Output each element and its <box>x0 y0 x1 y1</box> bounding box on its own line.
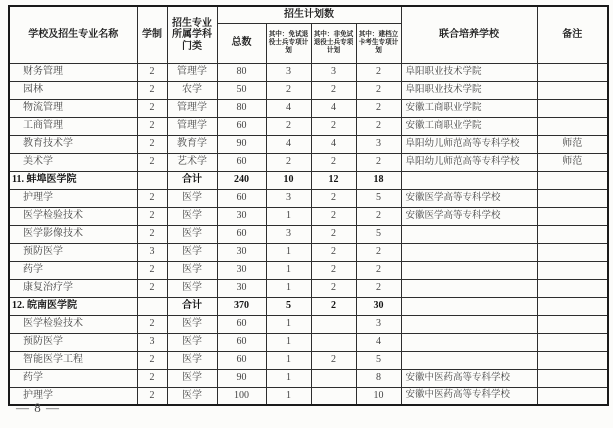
nonexempt-veterans-cell: 2 <box>311 279 356 297</box>
duration-cell: 2 <box>137 117 167 135</box>
nonexempt-veterans-cell: 2 <box>311 207 356 225</box>
remark-cell <box>537 225 608 243</box>
joint-school-cell <box>401 225 537 243</box>
duration-cell: 2 <box>137 135 167 153</box>
total-cell: 60 <box>217 189 266 207</box>
header-exempt-veterans: 其中：免试退役士兵专项计划 <box>266 23 311 63</box>
remark-cell <box>537 387 608 405</box>
table-row <box>9 207 608 225</box>
table-row <box>9 99 608 117</box>
remark-cell <box>537 63 608 81</box>
registered-poor-cell: 2 <box>356 99 401 117</box>
header-nonexempt-veterans: 其中：非免试退役士兵专项计划 <box>311 23 356 63</box>
registered-poor-cell: 3 <box>356 315 401 333</box>
school-or-major-cell: 教育技术学 <box>9 135 137 153</box>
joint-school-cell: 阜阳幼儿师范高等专科学校 <box>401 135 537 153</box>
joint-school-cell <box>401 171 537 189</box>
table-row <box>9 243 608 261</box>
school-or-major-cell: 医学检验技术 <box>9 315 137 333</box>
duration-cell: 2 <box>137 207 167 225</box>
nonexempt-veterans-cell: 12 <box>311 171 356 189</box>
header-discipline: 招生专业所属学科门类 <box>167 6 217 63</box>
school-or-major-cell: 智能医学工程 <box>9 351 137 369</box>
exempt-veterans-cell: 1 <box>266 351 311 369</box>
remark-cell: 师范 <box>537 153 608 171</box>
joint-school-cell: 阜阳职业技术学院 <box>401 81 537 99</box>
exempt-veterans-cell: 1 <box>266 315 311 333</box>
discipline-cell: 医学 <box>167 315 217 333</box>
discipline-cell: 医学 <box>167 261 217 279</box>
nonexempt-veterans-cell: 2 <box>311 243 356 261</box>
remark-cell <box>537 369 608 387</box>
total-cell: 60 <box>217 315 266 333</box>
discipline-cell: 管理学 <box>167 99 217 117</box>
exempt-veterans-cell: 2 <box>266 117 311 135</box>
registered-poor-cell: 2 <box>356 63 401 81</box>
total-cell: 60 <box>217 333 266 351</box>
joint-school-cell <box>401 297 537 315</box>
discipline-cell: 医学 <box>167 243 217 261</box>
duration-cell: 3 <box>137 333 167 351</box>
duration-cell: 2 <box>137 261 167 279</box>
school-or-major-cell: 护理学 <box>9 387 137 405</box>
discipline-cell: 合计 <box>167 171 217 189</box>
table-row <box>9 297 608 315</box>
exempt-veterans-cell: 2 <box>266 81 311 99</box>
joint-school-cell: 安徽医学高等专科学校 <box>401 207 537 225</box>
total-cell: 60 <box>217 225 266 243</box>
exempt-veterans-cell: 1 <box>266 207 311 225</box>
discipline-cell: 管理学 <box>167 117 217 135</box>
discipline-cell: 医学 <box>167 333 217 351</box>
header-duration: 学制 <box>137 6 167 63</box>
exempt-veterans-cell: 5 <box>266 297 311 315</box>
school-or-major-cell: 11. 蚌埠医学院 <box>9 171 137 189</box>
total-cell: 240 <box>217 171 266 189</box>
registered-poor-cell: 4 <box>356 333 401 351</box>
nonexempt-veterans-cell: 2 <box>311 261 356 279</box>
exempt-veterans-cell: 1 <box>266 261 311 279</box>
duration-cell: 2 <box>137 189 167 207</box>
total-cell: 90 <box>217 369 266 387</box>
discipline-cell: 医学 <box>167 225 217 243</box>
discipline-cell: 医学 <box>167 279 217 297</box>
duration-cell: 2 <box>137 99 167 117</box>
header-school: 学校及招生专业名称 <box>9 6 137 63</box>
total-cell: 370 <box>217 297 266 315</box>
registered-poor-cell: 2 <box>356 207 401 225</box>
discipline-cell: 农学 <box>167 81 217 99</box>
total-cell: 30 <box>217 243 266 261</box>
school-or-major-cell: 医学影像技术 <box>9 225 137 243</box>
school-or-major-cell: 预防医学 <box>9 333 137 351</box>
discipline-cell: 医学 <box>167 387 217 405</box>
nonexempt-veterans-cell: 2 <box>311 351 356 369</box>
joint-school-cell: 阜阳幼儿师范高等专科学校 <box>401 153 537 171</box>
discipline-cell: 管理学 <box>167 63 217 81</box>
school-or-major-cell: 园林 <box>9 81 137 99</box>
registered-poor-cell: 5 <box>356 189 401 207</box>
header-row-top <box>9 6 608 23</box>
joint-school-cell: 安徽中医药高等专科学校 <box>401 387 537 405</box>
joint-school-cell <box>401 261 537 279</box>
total-cell: 80 <box>217 63 266 81</box>
remark-cell <box>537 189 608 207</box>
registered-poor-cell: 10 <box>356 387 401 405</box>
nonexempt-veterans-cell: 4 <box>311 99 356 117</box>
table-row <box>9 225 608 243</box>
nonexempt-veterans-cell: 2 <box>311 297 356 315</box>
exempt-veterans-cell: 1 <box>266 243 311 261</box>
duration-cell: 2 <box>137 225 167 243</box>
joint-school-cell: 阜阳职业技术学院 <box>401 63 537 81</box>
total-cell: 30 <box>217 207 266 225</box>
discipline-cell: 医学 <box>167 351 217 369</box>
exempt-veterans-cell: 2 <box>266 153 311 171</box>
nonexempt-veterans-cell: 4 <box>311 135 356 153</box>
school-or-major-cell: 药学 <box>9 369 137 387</box>
registered-poor-cell: 2 <box>356 81 401 99</box>
table-row <box>9 261 608 279</box>
nonexempt-veterans-cell: 2 <box>311 225 356 243</box>
joint-school-cell <box>401 351 537 369</box>
page-number: — 8 — <box>16 400 60 415</box>
joint-school-cell: 安徽医学高等专科学校 <box>401 189 537 207</box>
table-row <box>9 63 608 81</box>
registered-poor-cell: 2 <box>356 243 401 261</box>
exempt-veterans-cell: 4 <box>266 99 311 117</box>
school-or-major-cell: 预防医学 <box>9 243 137 261</box>
school-or-major-cell: 护理学 <box>9 189 137 207</box>
nonexempt-veterans-cell <box>311 369 356 387</box>
school-or-major-cell: 康复治疗学 <box>9 279 137 297</box>
discipline-cell: 医学 <box>167 207 217 225</box>
registered-poor-cell: 2 <box>356 153 401 171</box>
exempt-veterans-cell: 10 <box>266 171 311 189</box>
remark-cell <box>537 315 608 333</box>
nonexempt-veterans-cell <box>311 315 356 333</box>
registered-poor-cell: 8 <box>356 369 401 387</box>
school-or-major-cell: 工商管理 <box>9 117 137 135</box>
exempt-veterans-cell: 1 <box>266 387 311 405</box>
nonexempt-veterans-cell: 2 <box>311 189 356 207</box>
remark-cell <box>537 243 608 261</box>
table-header <box>9 6 608 63</box>
duration-cell: 2 <box>137 81 167 99</box>
table-row <box>9 333 608 351</box>
duration-cell: 2 <box>137 153 167 171</box>
discipline-cell: 医学 <box>167 369 217 387</box>
school-or-major-cell: 物流管理 <box>9 99 137 117</box>
nonexempt-veterans-cell <box>311 387 356 405</box>
nonexempt-veterans-cell: 2 <box>311 81 356 99</box>
total-cell: 60 <box>217 117 266 135</box>
duration-cell: 2 <box>137 279 167 297</box>
total-cell: 50 <box>217 81 266 99</box>
table-row <box>9 279 608 297</box>
duration-cell: 2 <box>137 63 167 81</box>
remark-cell <box>537 117 608 135</box>
table-row <box>9 315 608 333</box>
table-row <box>9 81 608 99</box>
table-row <box>9 117 608 135</box>
joint-school-cell <box>401 315 537 333</box>
table-row <box>9 153 608 171</box>
discipline-cell: 医学 <box>167 189 217 207</box>
registered-poor-cell: 2 <box>356 279 401 297</box>
discipline-cell: 教育学 <box>167 135 217 153</box>
school-or-major-cell: 美术学 <box>9 153 137 171</box>
nonexempt-veterans-cell: 2 <box>311 153 356 171</box>
joint-school-cell <box>401 279 537 297</box>
table-row <box>9 351 608 369</box>
joint-school-cell: 安徽工商职业学院 <box>401 99 537 117</box>
remark-cell <box>537 171 608 189</box>
total-cell: 30 <box>217 279 266 297</box>
table-row <box>9 171 608 189</box>
total-cell: 30 <box>217 261 266 279</box>
admission-plan-table <box>8 5 609 406</box>
header-remark: 备注 <box>537 6 608 63</box>
duration-cell <box>137 171 167 189</box>
nonexempt-veterans-cell: 3 <box>311 63 356 81</box>
remark-cell <box>537 81 608 99</box>
exempt-veterans-cell: 1 <box>266 369 311 387</box>
registered-poor-cell: 2 <box>356 117 401 135</box>
exempt-veterans-cell: 3 <box>266 63 311 81</box>
exempt-veterans-cell: 3 <box>266 189 311 207</box>
nonexempt-veterans-cell: 2 <box>311 117 356 135</box>
discipline-cell: 合计 <box>167 297 217 315</box>
duration-cell: 3 <box>137 243 167 261</box>
header-total: 总数 <box>217 23 266 63</box>
remark-cell <box>537 297 608 315</box>
duration-cell: 2 <box>137 315 167 333</box>
school-or-major-cell: 12. 皖南医学院 <box>9 297 137 315</box>
remark-cell: 师范 <box>537 135 608 153</box>
remark-cell <box>537 261 608 279</box>
registered-poor-cell: 2 <box>356 261 401 279</box>
header-registered-poor: 其中：建档立卡考生专项计划 <box>356 23 401 63</box>
total-cell: 100 <box>217 387 266 405</box>
exempt-veterans-cell: 1 <box>266 279 311 297</box>
nonexempt-veterans-cell <box>311 333 356 351</box>
exempt-veterans-cell: 4 <box>266 135 311 153</box>
total-cell: 80 <box>217 99 266 117</box>
duration-cell: 2 <box>137 351 167 369</box>
school-or-major-cell: 医学检验技术 <box>9 207 137 225</box>
joint-school-cell: 安徽工商职业学院 <box>401 117 537 135</box>
remark-cell <box>537 99 608 117</box>
total-cell: 60 <box>217 351 266 369</box>
total-cell: 60 <box>217 153 266 171</box>
registered-poor-cell: 5 <box>356 351 401 369</box>
remark-cell <box>537 279 608 297</box>
registered-poor-cell: 5 <box>356 225 401 243</box>
header-plan-group: 招生计划数 <box>217 6 401 23</box>
duration-cell: 2 <box>137 369 167 387</box>
school-or-major-cell: 财务管理 <box>9 63 137 81</box>
joint-school-cell <box>401 243 537 261</box>
registered-poor-cell: 30 <box>356 297 401 315</box>
exempt-veterans-cell: 3 <box>266 225 311 243</box>
registered-poor-cell: 18 <box>356 171 401 189</box>
table-row <box>9 387 608 405</box>
discipline-cell: 艺术学 <box>167 153 217 171</box>
remark-cell <box>537 333 608 351</box>
table-body <box>9 63 608 405</box>
table-row <box>9 135 608 153</box>
exempt-veterans-cell: 1 <box>266 333 311 351</box>
duration-cell <box>137 297 167 315</box>
duration-cell: 2 <box>137 387 167 405</box>
remark-cell <box>537 207 608 225</box>
table-row <box>9 189 608 207</box>
school-or-major-cell: 药学 <box>9 261 137 279</box>
total-cell: 90 <box>217 135 266 153</box>
joint-school-cell: 安徽中医药高等专科学校 <box>401 369 537 387</box>
registered-poor-cell: 3 <box>356 135 401 153</box>
remark-cell <box>537 351 608 369</box>
header-joint-school: 联合培养学校 <box>401 6 537 63</box>
joint-school-cell <box>401 333 537 351</box>
table-row <box>9 369 608 387</box>
